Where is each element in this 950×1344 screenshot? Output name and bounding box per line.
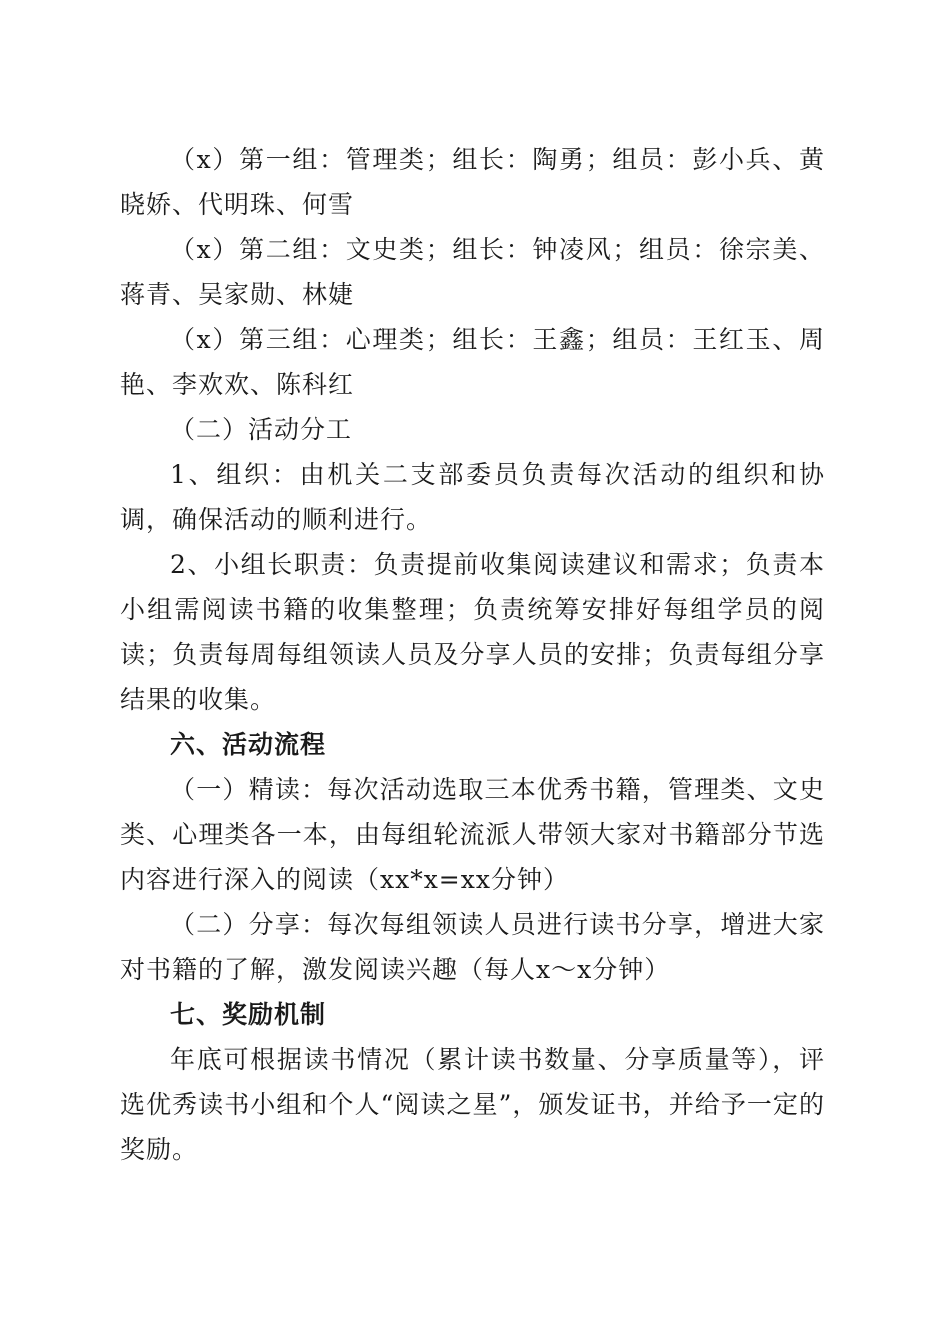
document-body: [120, 137, 825, 1172]
group-1-paragraph: （x）第一组：管理类；组长：陶勇；组员：彭小兵、黄晓娇、代明珠、何雪: [120, 145, 825, 219]
reward-paragraph: 年底可根据读书情况（累计读书数量、分享质量等），评选优秀读书小组和个人“阅读之星”，颁发证书，并给予一定的奖励。: [120, 1045, 825, 1164]
division-subheading: （二）活动分工: [170, 415, 353, 444]
division-item-organize: 1、组织：由机关二支部委员负责每次活动的组织和协调，确保活动的顺利进行。: [120, 460, 825, 534]
process-heading: 六、活动流程: [170, 730, 327, 759]
division-item-leader-duties: 2、小组长职责：负责提前收集阅读建议和需求；负责本小组需阅读书籍的收集整理；负责统筹安排好每组学员的阅读；负责每周每组领读人员及分享人员的安排；负责每组分享结果的收集。: [120, 550, 825, 714]
process-step-sharing: （二）分享：每次每组领读人员进行读书分享，增进大家对书籍的了解，激发阅读兴趣（每人x～x分钟）: [120, 910, 825, 984]
group-2-paragraph: （x）第二组：文史类；组长：钟凌风；组员：徐宗美、蒋青、吴家勋、林婕: [120, 235, 825, 309]
reward-heading: 七、奖励机制: [170, 1000, 327, 1029]
group-3-paragraph: （x）第三组：心理类；组长：王鑫；组员：王红玉、周艳、李欢欢、陈科红: [120, 325, 825, 399]
process-step-reading: （一）精读：每次活动选取三本优秀书籍，管理类、文史类、心理类各一本，由每组轮流派人带领大家对书籍部分节选内容进行深入的阅读（xx*x=xx分钟）: [120, 775, 825, 894]
